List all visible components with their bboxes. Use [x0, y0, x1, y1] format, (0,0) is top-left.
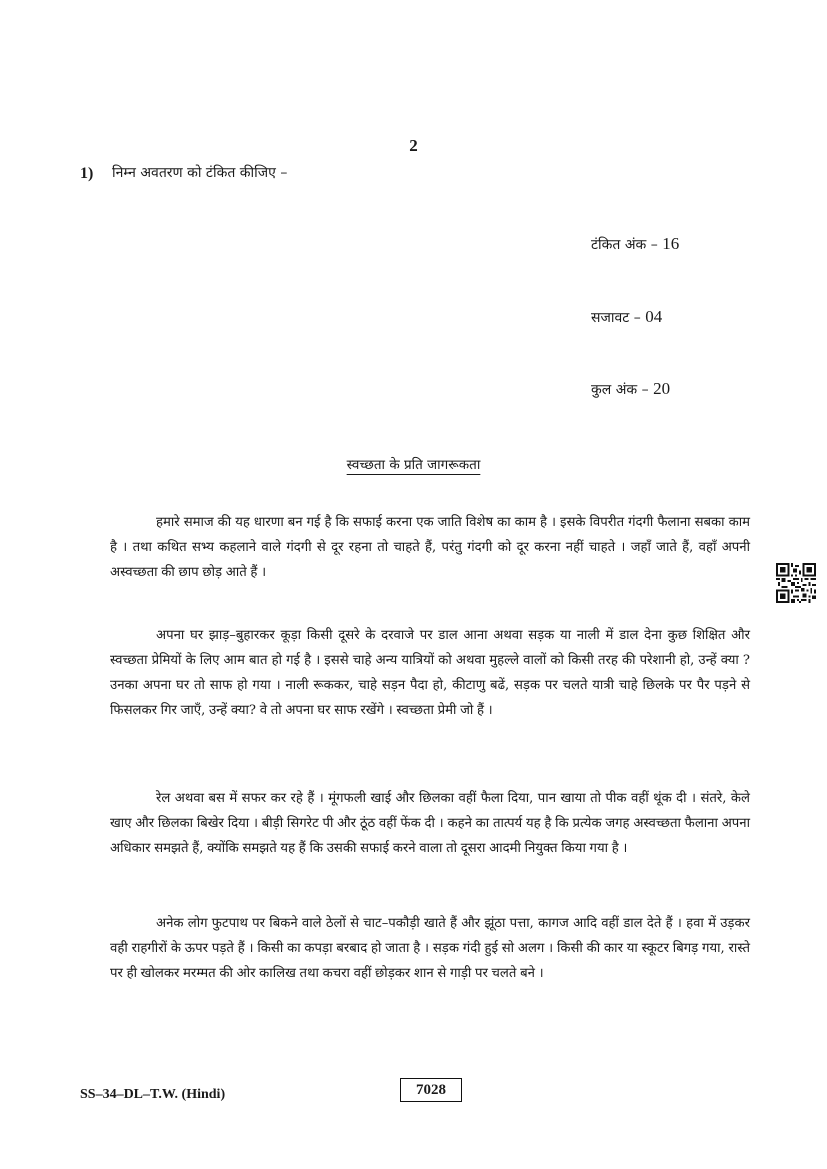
typing-marks: [591, 234, 679, 254]
qr-code-icon: [776, 563, 816, 603]
question-number: 1): [80, 165, 94, 182]
passage-paragraph-1: हमारे समाज की यह धारणा बन गई है कि सफाई करना एक जाति विशेष का काम है । इसके विपरीत गंदगी फैलाना सबका काम है । तथा कथित सभ्य कहलाने वाले गंदगी से दूर रहना तो चाहते हैं, परंतु गंदगी को दूर करना नहीं चाहते । जहाँ जाते हैं, वहाँ अपनी अस्वच्छता की छाप छोड़ आते हैं ।: [110, 515, 750, 580]
passage-title-text: स्वच्छता के प्रति जागरूकता: [346, 457, 481, 473]
total-marks: [591, 379, 670, 399]
page-number: 2: [409, 136, 418, 155]
paper-number-box: 7028: [400, 1078, 462, 1102]
decoration-marks-value: 04: [645, 307, 663, 326]
typing-marks-separator: –: [646, 237, 663, 253]
decoration-marks-label: सजावट: [591, 310, 630, 326]
question-instruction: निम्न अवतरण को टंकित कीजिए –: [112, 165, 288, 181]
passage-paragraph-3: रेल अथवा बस में सफर कर रहे हैं । मूंगफली खाई और छिलका वहीं फैला दिया, पान खाया तो पीक वहीं थूंक दी । संतरे, केले खाए और छिलका बिखेर दिया । बीड़ी सिगरेट पी और ठूंठ वहीं फेंक दी । कहने का तात्पर्य यह है कि प्रत्येक जगह अस्वच्छता फैलाना अपना अधिकार समझते हैं, क्योंकि समझते यह हैं कि उसकी सफाई करने वाला तो दूसरा आदमी नियुक्त किया गया है ।: [110, 791, 750, 856]
passage-paragraph-4: अनेक लोग फुटपाथ पर बिकने वाले ठेलों से चाट–पकौड़ी खाते हैं और झूंठा पत्ता, कागज आदि वहीं डाल देते हैं । हवा में उड़कर वही राहगीरों के ऊपर पड़ते हैं । किसी का कपड़ा बरबाद हो जाता है । सड़क गंदी हुई सो अलग । किसी की कार या स्कूटर बिगड़ गया, रास्ते पर ही खोलकर मरम्मत की ओर कालिख तथा कचरा वहीं छोड़कर शान से गाड़ी पर चलते बने ।: [110, 916, 750, 981]
typing-marks-value: 16: [662, 234, 680, 253]
passage-title: [0, 455, 827, 473]
total-marks-label: कुल अंक: [591, 382, 638, 398]
total-marks-separator: –: [637, 382, 654, 398]
total-marks-value: 20: [653, 379, 671, 398]
typing-marks-label: टंकित अंक: [591, 237, 647, 253]
decoration-marks: [591, 307, 662, 327]
decoration-marks-separator: –: [629, 310, 646, 326]
paper-code: SS–34–DL–T.W. (Hindi): [80, 1087, 226, 1102]
passage-paragraph-2: अपना घर झाड़–बुहारकर कूड़ा किसी दूसरे के दरवाजे पर डाल आना अथवा सड़क या नाली में डाल देना कुछ शिक्षित और स्वच्छता प्रेमियों के लिए आम बात हो गई है । इससे चाहे अन्य यात्रियों को अथवा मुहल्ले वालों को किसी तरह की परेशानी हो, उन्हें क्या ? उनका अपना घर तो साफ हो गया । नाली रूककर, चाहे सड़न पैदा हो, कीटाणु बढें, सड़क पर चलते यात्री चाहे छिलके पर पैर पड़ने से फिसलकर गिर जाएँ, उन्हें क्या? वे तो अपना घर साफ रखेंगे । स्वच्छता प्रेमी जो हैं ।: [110, 628, 750, 718]
